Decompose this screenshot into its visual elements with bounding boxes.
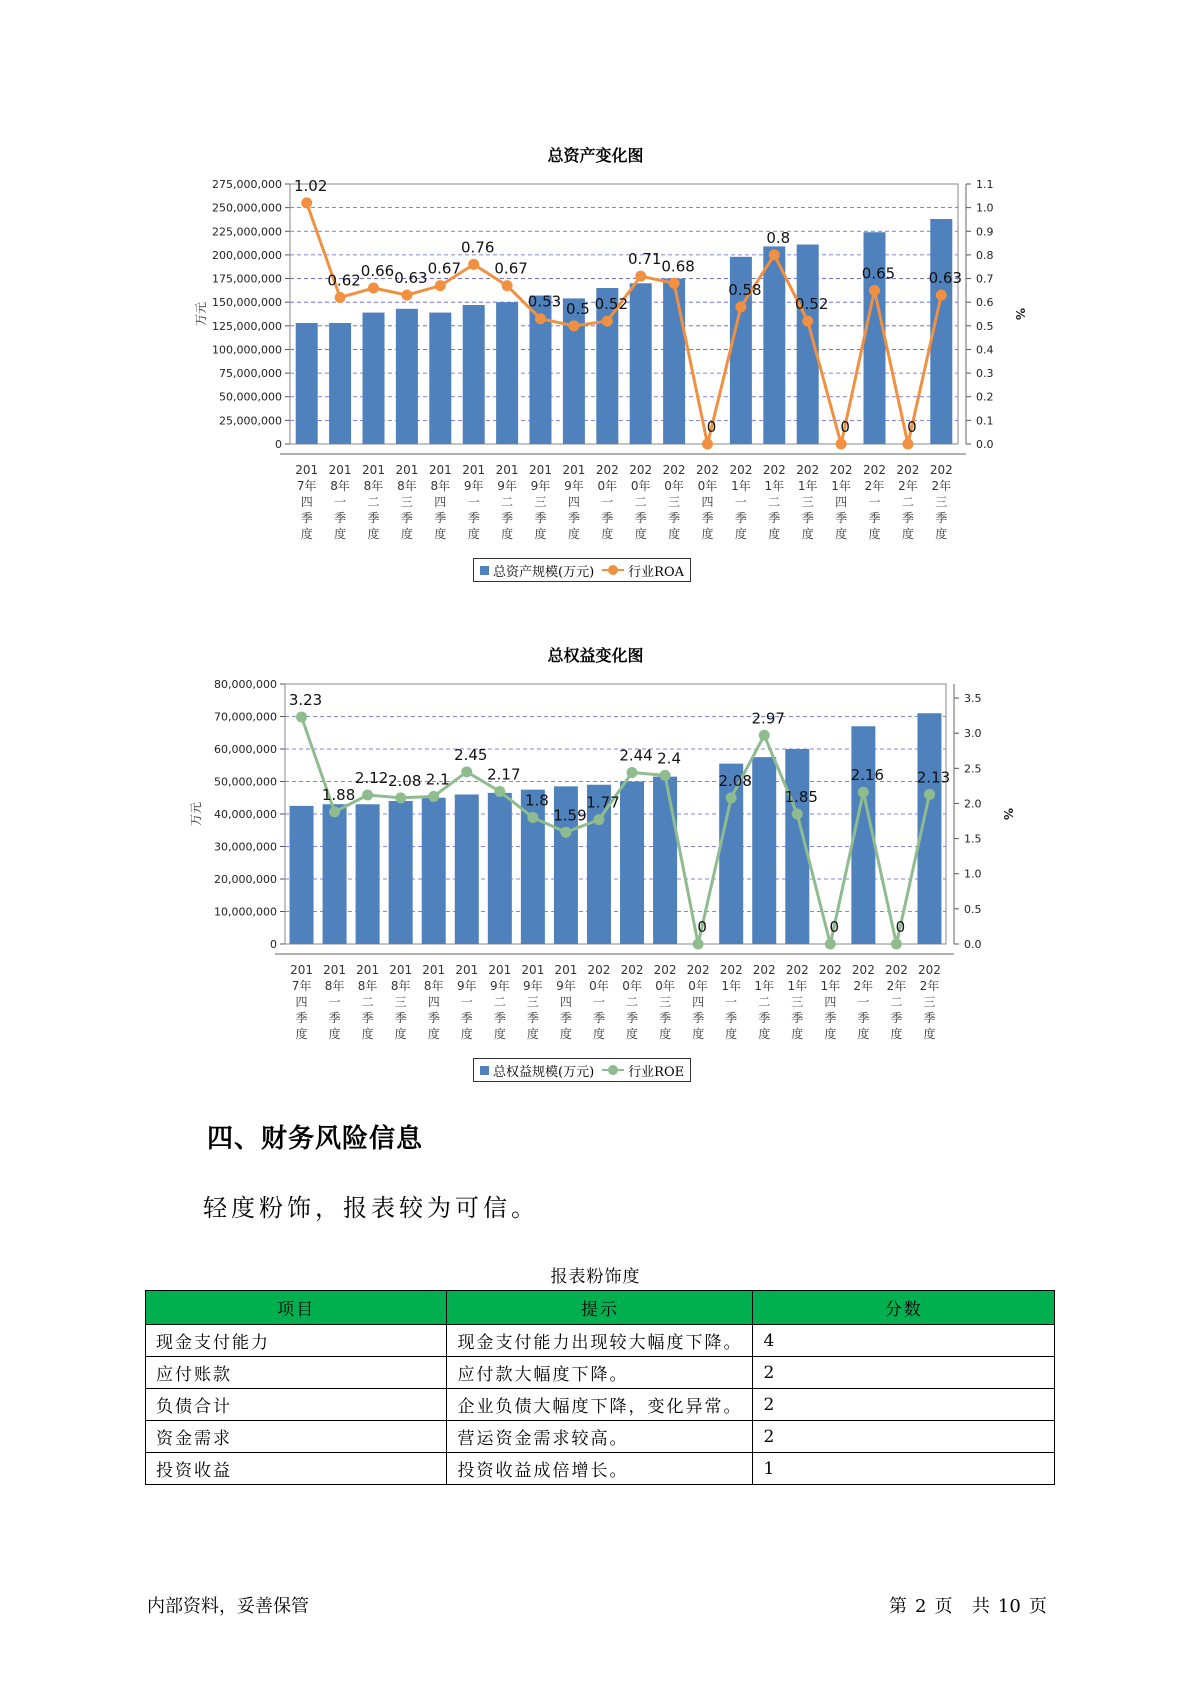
data-label: 0 [697,918,707,936]
data-label: 0.67 [494,259,528,278]
whitewash-table [145,1290,1055,1485]
x-tick-label: 202 1年一季度 [729,463,753,541]
x-tick-label: 202 0年二季度 [629,463,653,541]
line-point [635,271,646,282]
data-label: 0.8 [766,228,791,247]
data-label: 0 [907,418,917,436]
bar [563,298,585,444]
data-label: 2.13 [916,768,951,787]
line-point [769,249,780,260]
line-point [669,278,680,289]
y-axis-title: 万元 [194,301,208,327]
bar [356,804,380,944]
x-tick-label: 201 9年三季度 [529,463,552,541]
y2-tick-label: 0.5 [964,902,982,916]
x-tick-label: 202 0年四季度 [686,963,710,1041]
line-point [296,712,307,723]
assets-chart-title: 总资产变化图 [547,146,644,165]
data-label: 2.08 [718,771,752,790]
data-label: 1.59 [553,806,587,825]
data-label: 3.23 [288,691,323,710]
y-tick-label: 0 [270,938,277,951]
x-tick-label: 201 9年二季度 [495,463,519,541]
y-tick-label: 200,000,000 [212,248,282,262]
equity-chart-legend [473,1058,691,1082]
table-row [146,1421,1055,1453]
cell-hint: 企业负债大幅度下降，变化异常。 [447,1389,753,1421]
line-point [869,285,880,296]
legend-bar-swatch [480,566,489,575]
y-tick-label: 30,000,000 [214,840,277,854]
bar [653,777,677,944]
y2-tick-label: 0.2 [976,390,994,404]
data-label: 2.17 [487,765,521,784]
data-label: 1.02 [293,176,328,195]
page-prefix: 第 [889,1596,907,1617]
y-axis-title: 万元 [189,801,203,827]
footer-page-number [885,1592,1051,1618]
section-summary: 轻度粉饰，报表较为可信。 [203,1194,539,1222]
cell-score: 1 [753,1453,1055,1485]
data-label: 0.63 [394,269,428,288]
x-tick-label: 202 1年一季度 [719,963,743,1041]
y2-tick-label: 0.3 [976,367,994,381]
data-label: 0.66 [360,262,395,280]
line-point [825,939,836,950]
line-point [891,939,902,950]
line-point [593,814,604,825]
line-point [494,786,505,797]
cell-hint: 投资收益成倍增长。 [447,1453,753,1485]
x-tick-label: 202 0年一季度 [595,463,619,541]
y2-axis-title: % [1013,307,1027,321]
section-heading: 四、财务风险信息 [207,1124,424,1154]
y-tick-label: 100,000,000 [212,343,282,357]
line-point [726,792,737,803]
legend-line-label: 行业ROE [628,1064,685,1080]
data-label: 2.08 [387,771,422,790]
data-label: 1.77 [586,793,620,812]
data-label: 0 [706,418,717,436]
y-tick-label: 80,000,000 [214,678,277,691]
x-tick-label: 202 2年一季度 [851,963,875,1041]
table-row [146,1389,1055,1421]
data-label: 0.53 [527,292,562,311]
line-point [792,809,803,820]
x-tick-label: 201 9年一季度 [455,963,479,1041]
x-tick-label: 202 0年四季度 [696,463,719,541]
legend-bar-swatch [480,1066,489,1075]
x-tick-label: 202 0年二季度 [620,963,644,1041]
total-unit: 页 [1028,1596,1047,1617]
table-row [146,1357,1055,1389]
table-row [146,1325,1055,1357]
y-tick-label: 0 [275,438,282,451]
assets-chart [0,170,1191,590]
y2-tick-label: 3.5 [964,692,982,706]
line-point [461,766,472,777]
data-label: 0.65 [861,264,896,283]
y2-axis-title: % [1001,807,1015,821]
line-point [568,320,579,331]
line-point [936,290,947,301]
y2-tick-label: 0.6 [976,296,994,310]
y2-tick-label: 1.5 [964,832,982,846]
y-tick-label: 60,000,000 [214,743,277,756]
legend-line-swatch [602,569,624,571]
page-number: 2 [915,1596,927,1617]
line-point [468,259,479,270]
y-tick-label: 275,000,000 [212,178,282,191]
bar [396,309,418,444]
header-hint: 提示 [447,1291,753,1325]
header-item: 项目 [146,1291,447,1325]
line-point [435,280,446,291]
legend-bar-label: 总资产规模(万元) [493,564,595,580]
data-label: 0.5 [565,299,590,318]
x-tick-label: 202 2年三季度 [918,963,941,1041]
x-tick-label: 202 1年四季度 [829,463,853,541]
bar [763,246,785,444]
x-tick-label: 201 8年四季度 [422,963,446,1041]
y2-tick-label: 0.4 [976,343,994,357]
y-tick-label: 10,000,000 [214,905,277,919]
bar [290,806,314,944]
bar [455,795,479,945]
equity-chart-title: 总权益变化图 [547,646,644,665]
x-tick-label: 202 1年二季度 [762,463,786,541]
data-label: 0.68 [661,257,695,276]
x-tick-label: 201 9年四季度 [554,963,578,1041]
data-label: 0.52 [594,295,629,314]
table-row [146,1453,1055,1485]
data-label: 0.76 [460,238,495,257]
bar [663,279,685,444]
data-label: 0.63 [928,269,963,288]
cell-item: 负债合计 [146,1389,447,1421]
line-point [735,301,746,312]
y2-tick-label: 1.1 [976,178,994,191]
line-point [560,827,571,838]
x-tick-label: 202 1年二季度 [752,963,776,1041]
y-tick-label: 40,000,000 [214,808,277,821]
x-tick-label: 201 8年二季度 [356,963,380,1041]
total-prefix: 共 [971,1596,990,1617]
line-point [535,313,546,324]
y2-tick-label: 3.0 [964,727,982,741]
data-label: 1.85 [784,788,818,806]
bar [752,757,776,944]
line-point [858,787,869,798]
bar [422,798,446,944]
data-label: 2.1 [425,770,450,789]
data-label: 0.67 [427,259,462,278]
line-point [502,280,513,291]
legend-bar-label: 总权益规模(万元) [493,1064,595,1080]
footer-confidential: 内部资料，妥善保管 [147,1596,309,1617]
cell-score: 2 [753,1357,1055,1389]
total-pages: 10 [997,1596,1021,1617]
y2-tick-label: 1.0 [976,201,994,215]
y-tick-label: 250,000,000 [212,201,282,215]
x-tick-label: 202 1年三季度 [796,463,820,541]
y-tick-label: 25,000,000 [219,414,282,428]
header-score: 分数 [753,1291,1055,1325]
bar [323,804,347,944]
bar [630,283,652,444]
line-point [693,939,704,950]
x-tick-label: 201 8年二季度 [362,463,385,541]
table-header-row [146,1291,1055,1325]
line-point [802,316,813,327]
data-label: 0.62 [327,271,361,290]
y2-tick-label: 0.0 [964,938,982,951]
bar [719,764,743,944]
x-tick-label: 201 7年四季度 [290,963,313,1041]
line-point [627,767,638,778]
bar [329,323,351,444]
line-point [395,792,406,803]
x-tick-label: 201 8年三季度 [395,463,419,541]
bar [363,313,385,444]
y2-tick-label: 0.7 [976,272,994,286]
data-label: 0.71 [627,250,662,269]
cell-hint: 现金支付能力出现较大幅度下降。 [447,1325,753,1357]
y2-tick-label: 0.5 [976,319,994,333]
line-point [527,812,538,823]
y2-tick-label: 0.0 [976,438,994,451]
line-point [702,439,713,450]
y2-tick-label: 1.0 [964,867,982,881]
bar [496,302,518,444]
data-label: 0 [840,418,850,436]
y2-tick-label: 0.8 [976,248,994,262]
x-tick-label: 202 0年一季度 [587,963,611,1041]
equity-chart [0,670,1191,1090]
table-caption: 报表粉饰度 [550,1267,641,1287]
plot-area [290,184,958,444]
x-tick-label: 201 8年一季度 [328,463,352,541]
y2-tick-label: 2.0 [964,797,982,811]
line-point [362,790,373,801]
line-point [902,439,913,450]
page-unit: 页 [934,1596,953,1617]
y-tick-label: 50,000,000 [214,775,277,789]
line-point [602,316,613,327]
y-tick-label: 225,000,000 [212,225,282,239]
x-tick-label: 201 8年三季度 [389,963,413,1041]
bar [488,793,512,944]
data-label: 1.88 [321,785,356,804]
cell-item: 现金支付能力 [146,1325,447,1357]
line-point [401,290,412,301]
y2-tick-label: 2.5 [964,762,982,776]
legend-line-label: 行业ROA [628,564,684,580]
y2-tick-label: 0.1 [976,414,994,428]
x-tick-label: 202 2年三季度 [929,463,953,541]
line-point [836,439,847,450]
x-tick-label: 202 1年三季度 [785,963,809,1041]
line-point [660,770,671,781]
data-label: 2.16 [850,766,885,785]
data-label: 1.8 [524,791,549,810]
line-point [924,789,935,800]
x-tick-label: 201 9年二季度 [488,963,512,1041]
line-point [301,197,312,208]
bar [389,801,413,944]
cell-score: 4 [753,1325,1055,1357]
y-tick-label: 150,000,000 [212,296,282,310]
cell-score: 2 [753,1389,1055,1421]
x-tick-label: 201 9年四季度 [562,463,586,541]
x-tick-label: 202 0年三季度 [653,963,677,1041]
bar [429,313,451,444]
bar [620,782,644,945]
cell-hint: 营运资金需求较高。 [447,1421,753,1453]
y-tick-label: 70,000,000 [214,710,277,724]
cell-item: 资金需求 [146,1421,447,1453]
cell-item: 应付账款 [146,1357,447,1389]
x-tick-label: 201 9年一季度 [462,463,486,541]
line-point [368,283,379,294]
x-tick-label: 201 8年四季度 [428,463,452,541]
assets-chart-legend [473,558,691,582]
data-label: 2.44 [619,746,653,765]
y-tick-label: 175,000,000 [212,272,282,286]
x-tick-label: 202 2年一季度 [863,463,886,541]
line-point [329,806,340,817]
y2-tick-label: 0.9 [976,225,994,239]
bar [463,305,485,444]
y-tick-label: 20,000,000 [214,873,277,886]
data-label: 0.52 [794,295,829,314]
cell-score: 2 [753,1421,1055,1453]
data-label: 0 [895,918,906,936]
x-tick-label: 201 7年四季度 [295,463,319,541]
legend-line-swatch [602,1069,624,1071]
x-tick-label: 202 2年二季度 [896,463,920,541]
y-tick-label: 50,000,000 [219,390,282,404]
x-tick-label: 202 2年二季度 [884,963,908,1041]
data-label: 2.12 [354,769,389,788]
line-point [428,791,439,802]
line-point [759,730,770,741]
cell-hint: 应付款大幅度下降。 [447,1357,753,1389]
data-label: 0.58 [728,280,762,299]
data-label: 2.45 [454,745,488,764]
x-tick-label: 202 0年三季度 [662,463,686,541]
cell-item: 投资收益 [146,1453,447,1485]
data-label: 2.4 [657,749,682,768]
x-tick-label: 201 8年一季度 [323,963,347,1041]
data-label: 2.97 [751,709,785,728]
x-tick-label: 202 1年四季度 [818,963,842,1041]
y-tick-label: 125,000,000 [212,319,282,333]
line-point [335,292,346,303]
y-tick-label: 75,000,000 [219,367,282,381]
x-tick-label: 201 9年三季度 [521,963,545,1041]
data-label: 0 [829,918,840,936]
bar [296,323,318,444]
